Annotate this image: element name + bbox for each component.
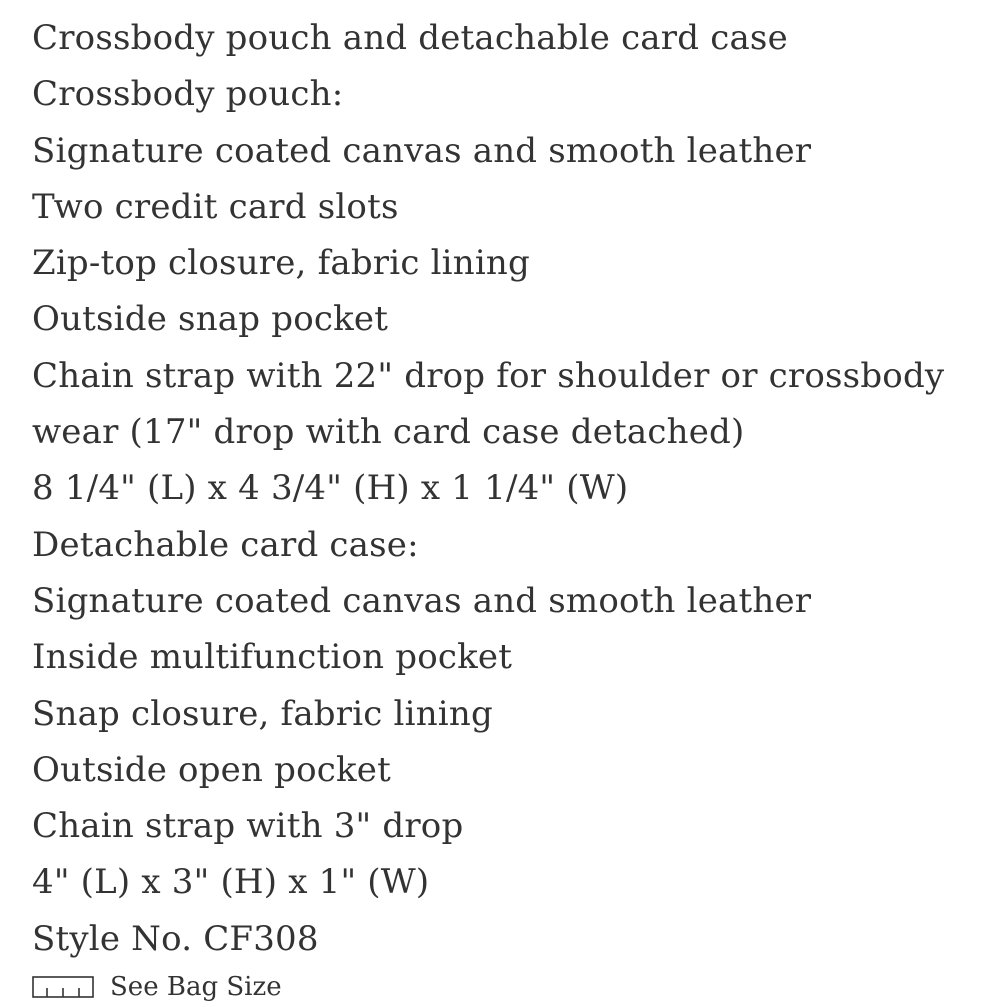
detail-line-card-slots: Two credit card slots bbox=[32, 186, 399, 227]
detail-heading-card-case: Detachable card case: bbox=[32, 524, 419, 565]
detail-line-card-case-material: Signature coated canvas and smooth leather bbox=[32, 580, 812, 621]
detail-line-strap-continued: wear (17" drop with card case detached) bbox=[32, 412, 745, 453]
product-details bbox=[32, 10, 982, 1007]
detail-line-strap: Chain strap with 22" drop for shoulder or crossbody bbox=[32, 355, 945, 396]
detail-line-pouch-dimensions: 8 1/4" (L) x 4 3/4" (H) x 1 1/4" (W) bbox=[32, 468, 629, 509]
detail-line-inside-pocket: Inside multifunction pocket bbox=[32, 637, 513, 678]
ruler-icon bbox=[32, 976, 94, 998]
detail-line-card-case-closure: Snap closure, fabric lining bbox=[32, 693, 493, 734]
detail-heading-crossbody-pouch: Crossbody pouch: bbox=[32, 74, 344, 115]
detail-line-closure: Zip-top closure, fabric lining bbox=[32, 243, 530, 284]
style-number: Style No. CF308 bbox=[32, 918, 319, 959]
detail-line-open-pocket: Outside open pocket bbox=[32, 749, 391, 790]
detail-line-card-case-dimensions: 4" (L) x 3" (H) x 1" (W) bbox=[32, 862, 430, 903]
detail-line-card-case-strap: Chain strap with 3" drop bbox=[32, 806, 464, 847]
see-bag-size-link[interactable] bbox=[32, 967, 982, 1007]
see-bag-size-label: See Bag Size bbox=[110, 972, 282, 1003]
detail-line-summary: Crossbody pouch and detachable card case bbox=[32, 18, 788, 58]
detail-line-material: Signature coated canvas and smooth leather bbox=[32, 130, 812, 171]
detail-line-outside-pocket: Outside snap pocket bbox=[32, 299, 389, 340]
